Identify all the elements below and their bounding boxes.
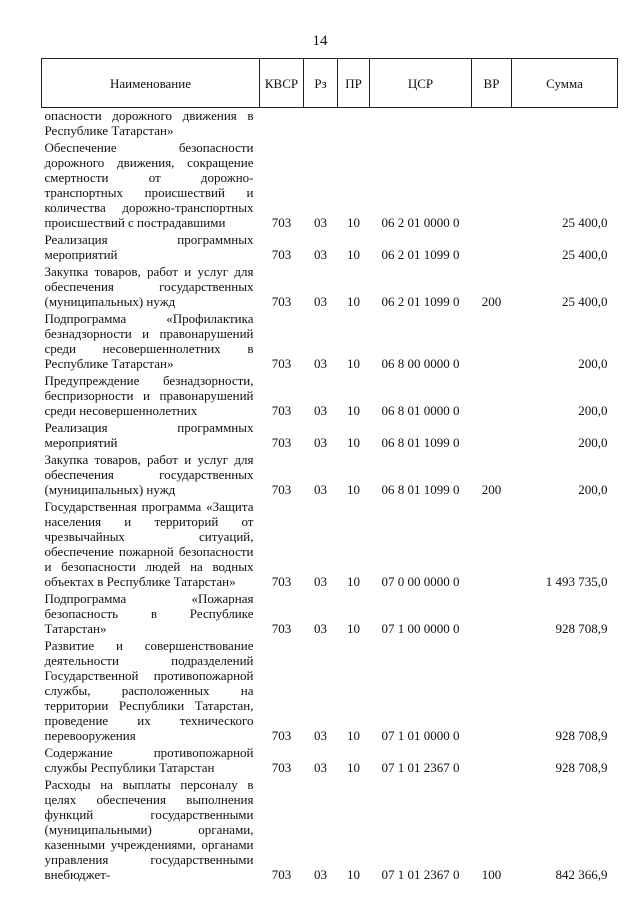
row-vr bbox=[472, 499, 512, 591]
row-name: Подпрограмма «Пожарная безопасность в Республике Татарстан» bbox=[44, 591, 254, 636]
row-kvsr bbox=[260, 108, 304, 141]
row-sum: 928 708,9 bbox=[555, 621, 608, 636]
row-rz: 03 bbox=[314, 760, 327, 775]
header-rz: Рз bbox=[304, 59, 338, 108]
row-kvsr: 703 bbox=[271, 435, 292, 450]
row-csr: 07 1 01 2367 0 bbox=[381, 760, 460, 775]
row-kvsr: 703 bbox=[271, 356, 292, 371]
row-sum: 25 400,0 bbox=[562, 215, 608, 230]
row-rz: 03 bbox=[314, 728, 327, 743]
row-pr: 10 bbox=[347, 247, 360, 262]
header-vr: ВР bbox=[472, 59, 512, 108]
row-csr: 06 2 01 0000 0 bbox=[381, 215, 460, 230]
row-csr: 07 1 00 0000 0 bbox=[381, 621, 460, 636]
table-row bbox=[42, 311, 618, 373]
table-row bbox=[42, 373, 618, 420]
row-pr: 10 bbox=[347, 482, 360, 497]
row-csr: 07 1 01 2367 0 bbox=[381, 867, 460, 882]
row-kvsr: 703 bbox=[271, 574, 292, 589]
row-sum: 25 400,0 bbox=[562, 247, 608, 262]
page-number: 14 bbox=[312, 33, 328, 49]
row-name: Закупка товаров, работ и услуг для обеспечения государственных (муниципальных) нужд bbox=[44, 452, 254, 497]
table-row bbox=[42, 591, 618, 638]
row-name: Расходы на выплаты персоналу в целях обеспечения выполнения функций государственными (муниципальными) органами, казенными учреждениями, органами управления государственными внебюджет- bbox=[44, 777, 254, 882]
row-sum: 1 493 735,0 bbox=[545, 574, 608, 589]
row-rz: 03 bbox=[314, 294, 327, 309]
row-sum: 25 400,0 bbox=[562, 294, 608, 309]
row-vr: 200 bbox=[481, 482, 502, 497]
row-kvsr: 703 bbox=[271, 760, 292, 775]
row-pr: 10 bbox=[347, 403, 360, 418]
row-csr: 07 0 00 0000 0 bbox=[381, 574, 460, 589]
table-row bbox=[42, 140, 618, 232]
table-row bbox=[42, 499, 618, 591]
row-csr: 06 8 01 1099 0 bbox=[381, 435, 460, 450]
header-pr: ПР bbox=[338, 59, 370, 108]
row-vr bbox=[472, 232, 512, 264]
row-pr: 10 bbox=[347, 867, 360, 882]
table-row bbox=[42, 777, 618, 884]
row-kvsr: 703 bbox=[271, 867, 292, 882]
row-csr: 06 2 01 1099 0 bbox=[381, 294, 460, 309]
row-name: Развитие и совершенствование деятельности подразделений Государственной противопожарной службы, расположенных на территории Республики Татарстан, проведение их технического перевооружения bbox=[44, 638, 254, 743]
row-rz: 03 bbox=[314, 403, 327, 418]
row-pr: 10 bbox=[347, 356, 360, 371]
row-rz: 03 bbox=[314, 356, 327, 371]
row-pr: 10 bbox=[347, 435, 360, 450]
table-header-row bbox=[42, 59, 618, 108]
row-name: Содержание противопожарной службы Республики Татарстан bbox=[44, 745, 254, 775]
row-vr bbox=[472, 140, 512, 232]
row-pr: 10 bbox=[347, 294, 360, 309]
row-rz: 03 bbox=[314, 621, 327, 636]
row-pr: 10 bbox=[347, 574, 360, 589]
table-row bbox=[42, 232, 618, 264]
row-name: Закупка товаров, работ и услуг для обеспечения государственных (муниципальных) нужд bbox=[44, 264, 254, 309]
row-rz: 03 bbox=[314, 574, 327, 589]
row-sum: 200,0 bbox=[578, 403, 608, 418]
row-pr bbox=[338, 108, 370, 141]
row-kvsr: 703 bbox=[271, 728, 292, 743]
row-vr bbox=[472, 420, 512, 452]
table-row bbox=[42, 420, 618, 452]
row-sum: 928 708,9 bbox=[555, 728, 608, 743]
row-sum: 200,0 bbox=[578, 435, 608, 450]
row-csr: 06 8 01 1099 0 bbox=[381, 482, 460, 497]
row-kvsr: 703 bbox=[271, 621, 292, 636]
row-name: опасности дорожного движения в Республике Татарстан» bbox=[44, 108, 254, 138]
row-vr bbox=[472, 108, 512, 141]
row-rz: 03 bbox=[314, 867, 327, 882]
row-kvsr: 703 bbox=[271, 482, 292, 497]
row-name: Реализация программных мероприятий bbox=[44, 420, 254, 450]
row-vr bbox=[472, 745, 512, 777]
row-kvsr: 703 bbox=[271, 247, 292, 262]
header-csr: ЦСР bbox=[370, 59, 472, 108]
row-sum: 200,0 bbox=[578, 482, 608, 497]
table-row bbox=[42, 638, 618, 745]
row-rz: 03 bbox=[314, 215, 327, 230]
row-rz: 03 bbox=[314, 247, 327, 262]
row-csr: 06 8 00 0000 0 bbox=[381, 356, 460, 371]
row-name: Реализация программных мероприятий bbox=[44, 232, 254, 262]
row-kvsr: 703 bbox=[271, 215, 292, 230]
row-name: Подпрограмма «Профилактика безнадзорности и правонарушений среди несовершеннолетних в Республике Татарстан» bbox=[44, 311, 254, 371]
row-kvsr: 703 bbox=[271, 294, 292, 309]
row-name: Государственная программа «Защита населения и территорий от чрезвычайных ситуаций, обеспечение пожарной безопасности и безопасности людей на водных объектах в Республике Татарстан» bbox=[44, 499, 254, 589]
table-row bbox=[42, 745, 618, 777]
header-name: Наименование bbox=[42, 59, 260, 108]
row-rz: 03 bbox=[314, 482, 327, 497]
row-csr: 06 2 01 1099 0 bbox=[381, 247, 460, 262]
row-csr: 07 1 01 0000 0 bbox=[381, 728, 460, 743]
row-sum: 842 366,9 bbox=[555, 867, 608, 882]
row-sum bbox=[512, 108, 618, 141]
row-pr: 10 bbox=[347, 728, 360, 743]
row-name: Обеспечение безопасности дорожного движения, сокращение смертности от дорожно-транспортных происшествий и количества дорожно-транспортных происшествий с пострадавшими bbox=[44, 140, 254, 230]
table-row bbox=[42, 108, 618, 141]
row-rz bbox=[304, 108, 338, 141]
row-name: Предупреждение безнадзорности, беспризорности и правонарушений среди несовершеннолетних bbox=[44, 373, 254, 418]
row-vr bbox=[472, 311, 512, 373]
row-vr bbox=[472, 373, 512, 420]
table-row bbox=[42, 264, 618, 311]
row-csr: 06 8 01 0000 0 bbox=[381, 403, 460, 418]
row-sum: 928 708,9 bbox=[555, 760, 608, 775]
table-row bbox=[42, 452, 618, 499]
row-vr: 200 bbox=[481, 294, 502, 309]
row-vr bbox=[472, 638, 512, 745]
row-vr: 100 bbox=[481, 867, 502, 882]
row-kvsr: 703 bbox=[271, 403, 292, 418]
header-kvsr: КВСР bbox=[260, 59, 304, 108]
row-sum: 200,0 bbox=[578, 356, 608, 371]
budget-table bbox=[41, 58, 618, 884]
row-pr: 10 bbox=[347, 760, 360, 775]
row-csr bbox=[370, 108, 472, 141]
header-sum: Сумма bbox=[512, 59, 618, 108]
row-vr bbox=[472, 591, 512, 638]
row-rz: 03 bbox=[314, 435, 327, 450]
row-pr: 10 bbox=[347, 621, 360, 636]
row-pr: 10 bbox=[347, 215, 360, 230]
